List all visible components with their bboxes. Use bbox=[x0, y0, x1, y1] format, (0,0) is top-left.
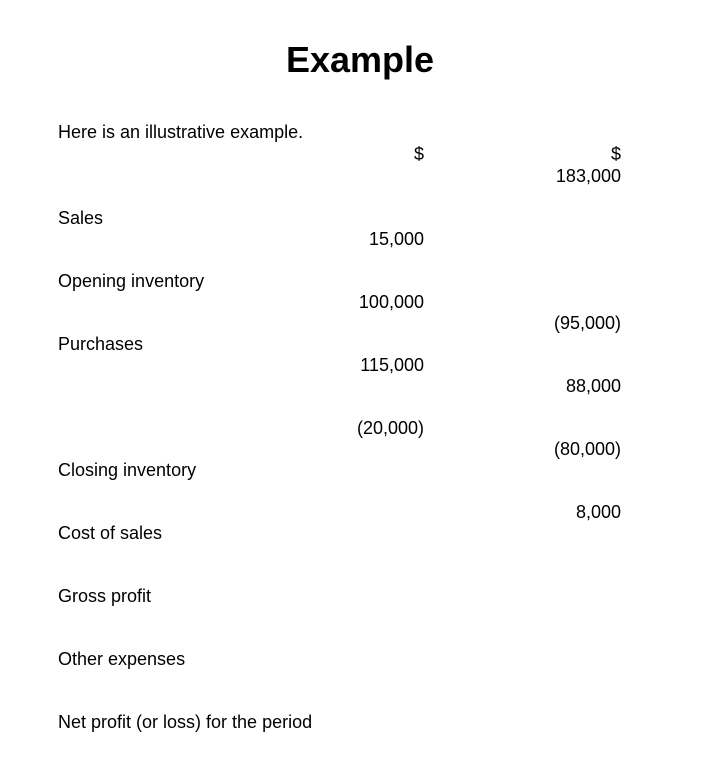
amount-purchases: 100,000 bbox=[358, 292, 424, 312]
amount-net-profit: 8,000 bbox=[575, 502, 621, 522]
label-sales: Sales bbox=[58, 208, 104, 228]
row-labels bbox=[58, 166, 312, 775]
amount-sales: 183,000 bbox=[555, 166, 621, 186]
label-other-expenses: Other expenses bbox=[58, 649, 186, 669]
amount-gross-profit: 88,000 bbox=[565, 376, 621, 396]
slide-title: Example bbox=[285, 39, 435, 80]
label-opening-inventory: Opening inventory bbox=[58, 271, 205, 291]
label-purchases: Purchases bbox=[58, 334, 144, 354]
amount-cost-of-sales: (95,000) bbox=[553, 313, 621, 333]
col2-currency-header: $ bbox=[610, 144, 621, 164]
amount-opening-inventory: 15,000 bbox=[368, 229, 424, 249]
amount-subtotal: 115,000 bbox=[360, 355, 424, 375]
amount-closing-inventory: (20,000) bbox=[356, 418, 424, 438]
intro-text: Here is an illustrative example. bbox=[58, 122, 304, 142]
col1-currency-header: $ bbox=[413, 144, 424, 164]
amount-column-outer bbox=[554, 271, 621, 565]
label-blank bbox=[58, 397, 312, 418]
label-cost-of-sales: Cost of sales bbox=[58, 523, 163, 543]
label-closing-inventory: Closing inventory bbox=[58, 460, 197, 480]
label-net-profit: Net profit (or loss) for the period bbox=[58, 712, 313, 732]
label-gross-profit: Gross profit bbox=[58, 586, 152, 606]
amount-other-expenses: (80,000) bbox=[553, 439, 621, 459]
amount-column-inner bbox=[357, 187, 424, 481]
